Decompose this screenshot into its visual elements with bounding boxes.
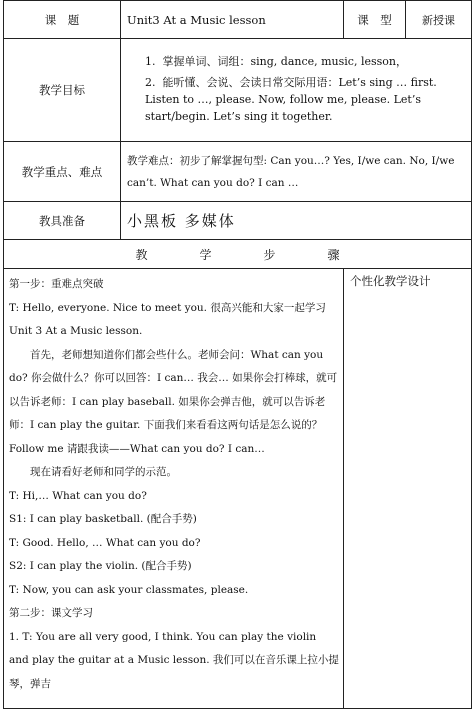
body-paragraph: T: Hi,… What can you do? <box>9 489 147 502</box>
course-label: 课 题 <box>4 1 121 39</box>
body-paragraph: T: Hello, everyone. Nice to meet you. 很高兴能和大家一起学习 Unit 3 At a Music lesson. <box>9 301 326 337</box>
body-paragraph: 首先，老师想知道你们都会些什么。老师会问：What can you do? 你会做什么？你可以回答：I can… 我会… 如果你会打棒球，就可以告诉老师：I can play baseball. 如果你会弹吉他，就可以告诉老师：I can play the guitar. 下面我们来看看这两句话是怎么说的？Follow me 请跟我读——What can you do? I can… <box>9 348 338 455</box>
body-paragraph: 第一步：重难点突破 <box>9 278 104 290</box>
side-title: 个性化教学设计 <box>344 269 472 709</box>
lesson-plan-table <box>3 0 472 709</box>
tools-value: 小黑板 多媒体 <box>121 202 472 240</box>
type-value: 新授课 <box>406 1 472 39</box>
body-paragraph: T: Good. Hello, … What can you do? <box>9 536 201 549</box>
body-paragraph: 第二步：课文学习 <box>9 607 93 619</box>
steps-body <box>4 269 344 709</box>
focus-label: 教学重点、难点 <box>4 142 121 202</box>
tools-label: 教具准备 <box>4 202 121 240</box>
body-paragraph: S2: I can play the violin. (配合手势) <box>9 560 192 572</box>
steps-title: 教学步骤 <box>4 240 472 269</box>
body-paragraph: 现在请看好老师和同学的示范。 <box>30 466 177 478</box>
goals-label: 教学目标 <box>4 39 121 142</box>
goals-cell <box>121 39 472 142</box>
course-value: Unit3 At a Music lesson <box>121 1 344 39</box>
body-paragraph: S1: I can play basketball. (配合手势) <box>9 513 197 525</box>
goal-text: 掌握单词、词组：sing, dance, music, lesson， <box>159 55 407 68</box>
goal-number: 1. <box>145 55 156 68</box>
type-label: 课 型 <box>344 1 406 39</box>
goal-item <box>145 74 465 125</box>
focus-text: 教学难点：初步了解掌握句型: Can you…? Yes, I/we can. No, I/we can’t. What can you do? I can … <box>121 142 472 202</box>
body-paragraph: 1. T: You are all very good, I think. You can play the violin and play the guitar at a Music lesson. 我们可以在音乐课上拉小提琴，弹吉 <box>9 630 339 690</box>
goal-number: 2. <box>145 76 156 89</box>
goal-item <box>145 53 465 70</box>
goals-list <box>121 47 471 133</box>
goal-text: 能听懂、会说、会读日常交际用语：Let’s sing … first. Listen to …, please. Now, follow me, please. Let’s start/begin. Let’s sing it together. <box>145 76 437 123</box>
body-paragraph: T: Now, you can ask your classmates, please. <box>9 583 249 596</box>
